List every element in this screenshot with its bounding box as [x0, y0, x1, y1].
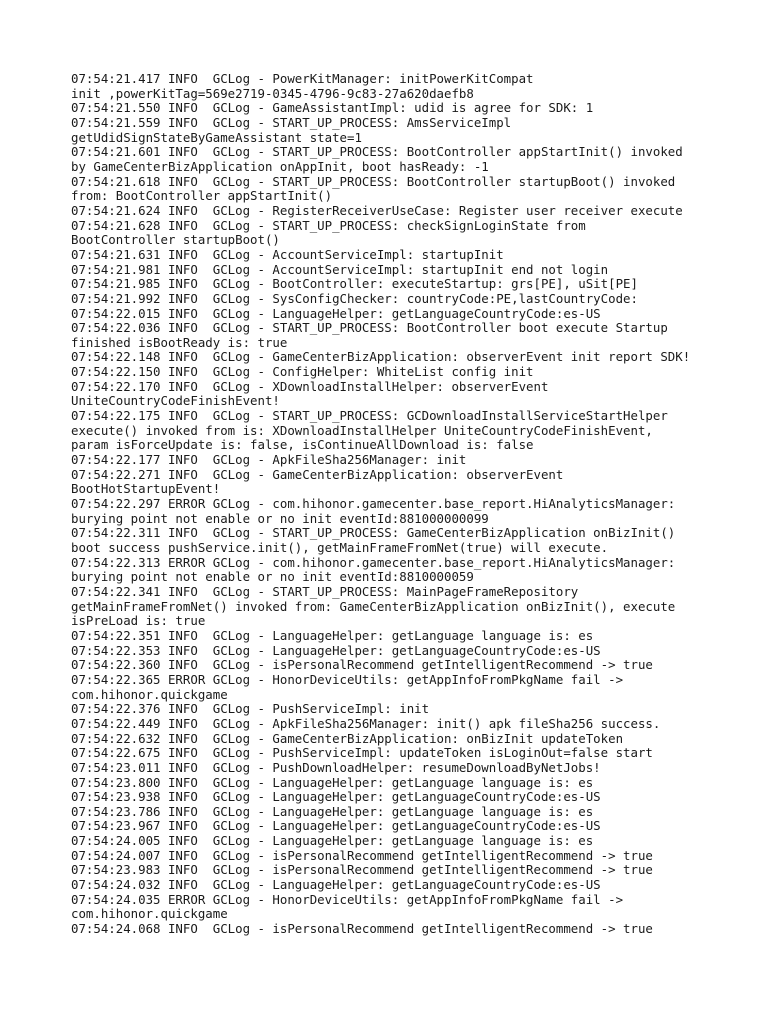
log-line: 07:54:22.341 INFO GCLog - START_UP_PROCESS: MainPageFrameRepository	[71, 583, 579, 599]
log-line: 07:54:22.360 INFO GCLog - isPersonalRecommend getIntelligentRecommend -> true	[71, 657, 653, 673]
log-line: from: BootController appStartInit()	[71, 188, 333, 204]
log-line: 07:54:22.150 INFO GCLog - ConfigHelper: WhiteList config init	[71, 364, 534, 380]
log-line: 07:54:21.618 INFO GCLog - START_UP_PROCESS: BootController startupBoot() invoked	[71, 173, 676, 189]
log-line: 07:54:22.015 INFO GCLog - LanguageHelper: getLanguageCountryCode:es-US	[71, 305, 601, 321]
log-line: 07:54:23.967 INFO GCLog - LanguageHelper: getLanguageCountryCode:es-US	[71, 818, 601, 834]
log-line: getUdidSignStateByGameAssistant state=1	[71, 129, 362, 145]
log-line: com.hihonor.quickgame	[71, 686, 228, 702]
log-line: 07:54:22.365 ERROR GCLog - HonorDeviceUtils: getAppInfoFromPkgName fail ->	[71, 671, 624, 687]
log-line: 07:54:21.550 INFO GCLog - GameAssistantImpl: udid is agree for SDK: 1	[71, 100, 594, 116]
log-line: 07:54:21.417 INFO GCLog - PowerKitManager: initPowerKitCompat	[71, 71, 534, 86]
log-line: 07:54:21.628 INFO GCLog - START_UP_PROCESS: checkSignLoginState from	[71, 217, 586, 233]
log-line: isPreLoad is: true	[71, 613, 206, 629]
log-line: 07:54:22.148 INFO GCLog - GameCenterBizApplication: observerEvent init report SDK!	[71, 349, 691, 365]
log-line: getMainFrameFromNet() invoked from: GameCenterBizApplication onBizInit(), execute	[71, 598, 676, 614]
log-line: 07:54:22.297 ERROR GCLog - com.hihonor.gamecenter.base_report.HiAnalyticsManager:	[71, 496, 676, 512]
log-line: 07:54:22.376 INFO GCLog - PushServiceImpl: init	[71, 701, 430, 717]
log-line: 07:54:22.313 ERROR GCLog - com.hihonor.gamecenter.base_report.HiAnalyticsManager:	[71, 554, 676, 570]
log-line: by GameCenterBizApplication onAppInit, boot hasReady: -1	[71, 158, 489, 174]
log-line: finished isBootReady is: true	[71, 334, 288, 350]
log-line: 07:54:22.175 INFO GCLog - START_UP_PROCESS: GCDownloadInstallServiceStartHelper	[71, 408, 668, 424]
log-line: 07:54:24.007 INFO GCLog - isPersonalRecommend getIntelligentRecommend -> true	[71, 847, 653, 863]
log-line: com.hihonor.quickgame	[71, 906, 228, 922]
log-line: 07:54:22.177 INFO GCLog - ApkFileSha256Manager: init	[71, 452, 467, 468]
log-line: 07:54:23.938 INFO GCLog - LanguageHelper: getLanguageCountryCode:es-US	[71, 789, 601, 805]
log-line: 07:54:22.449 INFO GCLog - ApkFileSha256Manager: init() apk fileSha256 success.	[71, 715, 661, 731]
log-line: 07:54:23.786 INFO GCLog - LanguageHelper: getLanguage language is: es	[71, 803, 594, 819]
log-line: 07:54:22.311 INFO GCLog - START_UP_PROCESS: GameCenterBizApplication onBizInit()	[71, 525, 676, 541]
log-line: BootController startupBoot()	[71, 232, 280, 248]
log-line: 07:54:24.035 ERROR GCLog - HonorDeviceUtils: getAppInfoFromPkgName fail ->	[71, 891, 624, 907]
log-line: execute() invoked from is: XDownloadInstallHelper UniteCountryCodeFinishEvent,	[71, 422, 653, 438]
log-line: 07:54:22.036 INFO GCLog - START_UP_PROCESS: BootController boot execute Startup	[71, 320, 668, 336]
log-line: param isForceUpdate is: false, isContinueAllDownload is: false	[71, 437, 534, 453]
log-line: 07:54:22.271 INFO GCLog - GameCenterBizApplication: observerEvent	[71, 466, 564, 482]
log-line: 07:54:21.601 INFO GCLog - START_UP_PROCESS: BootController appStartInit() invoked	[71, 144, 683, 160]
log-line: 07:54:22.351 INFO GCLog - LanguageHelper: getLanguage language is: es	[71, 627, 594, 643]
log-line: init ,powerKitTag=569e2719-0345-4796-9c83-27a620daefb8	[71, 85, 474, 101]
log-line: UniteCountryCodeFinishEvent!	[71, 393, 280, 409]
log-line: burying point not enable or no init eventId:881000000099	[71, 510, 489, 526]
log-line: 07:54:21.624 INFO GCLog - RegisterReceiverUseCase: Register user receiver execute	[71, 202, 683, 218]
log-line: 07:54:21.992 INFO GCLog - SysConfigChecker: countryCode:PE,lastCountryCode:	[71, 290, 638, 306]
log-line: 07:54:21.981 INFO GCLog - AccountServiceImpl: startupInit end not login	[71, 261, 609, 277]
log-line: 07:54:21.559 INFO GCLog - START_UP_PROCESS: AmsServiceImpl	[71, 114, 512, 130]
log-line: boot success pushService.init(), getMainFrameFromNet(true) will execute.	[71, 540, 609, 555]
log-line: burying point not enable or no init eventId:8810000059	[71, 569, 474, 585]
log-line: 07:54:23.983 INFO GCLog - isPersonalRecommend getIntelligentRecommend -> true	[71, 862, 653, 878]
log-line: 07:54:22.632 INFO GCLog - GameCenterBizApplication: onBizInit updateToken	[71, 730, 624, 746]
log-line: 07:54:24.005 INFO GCLog - LanguageHelper: getLanguage language is: es	[71, 833, 594, 849]
log-line: 07:54:23.011 INFO GCLog - PushDownloadHelper: resumeDownloadByNetJobs!	[71, 759, 601, 775]
log-line: 07:54:24.032 INFO GCLog - LanguageHelper: getLanguageCountryCode:es-US	[71, 877, 601, 893]
log-line: 07:54:22.170 INFO GCLog - XDownloadInstallHelper: observerEvent	[71, 378, 549, 394]
log-line: 07:54:22.353 INFO GCLog - LanguageHelper: getLanguageCountryCode:es-US	[71, 642, 601, 658]
log-text-block	[71, 72, 731, 937]
log-line: 07:54:23.800 INFO GCLog - LanguageHelper: getLanguage language is: es	[71, 774, 594, 790]
log-line: 07:54:21.985 INFO GCLog - BootController: executeStartup: grs[PE], uSit[PE]	[71, 276, 638, 292]
log-line: 07:54:22.675 INFO GCLog - PushServiceImpl: updateToken isLoginOut=false start	[71, 745, 653, 761]
log-line: 07:54:21.631 INFO GCLog - AccountServiceImpl: startupInit	[71, 246, 504, 262]
log-line: BootHotStartupEvent!	[71, 481, 221, 497]
log-line: 07:54:24.068 INFO GCLog - isPersonalRecommend getIntelligentRecommend -> true	[71, 921, 653, 937]
